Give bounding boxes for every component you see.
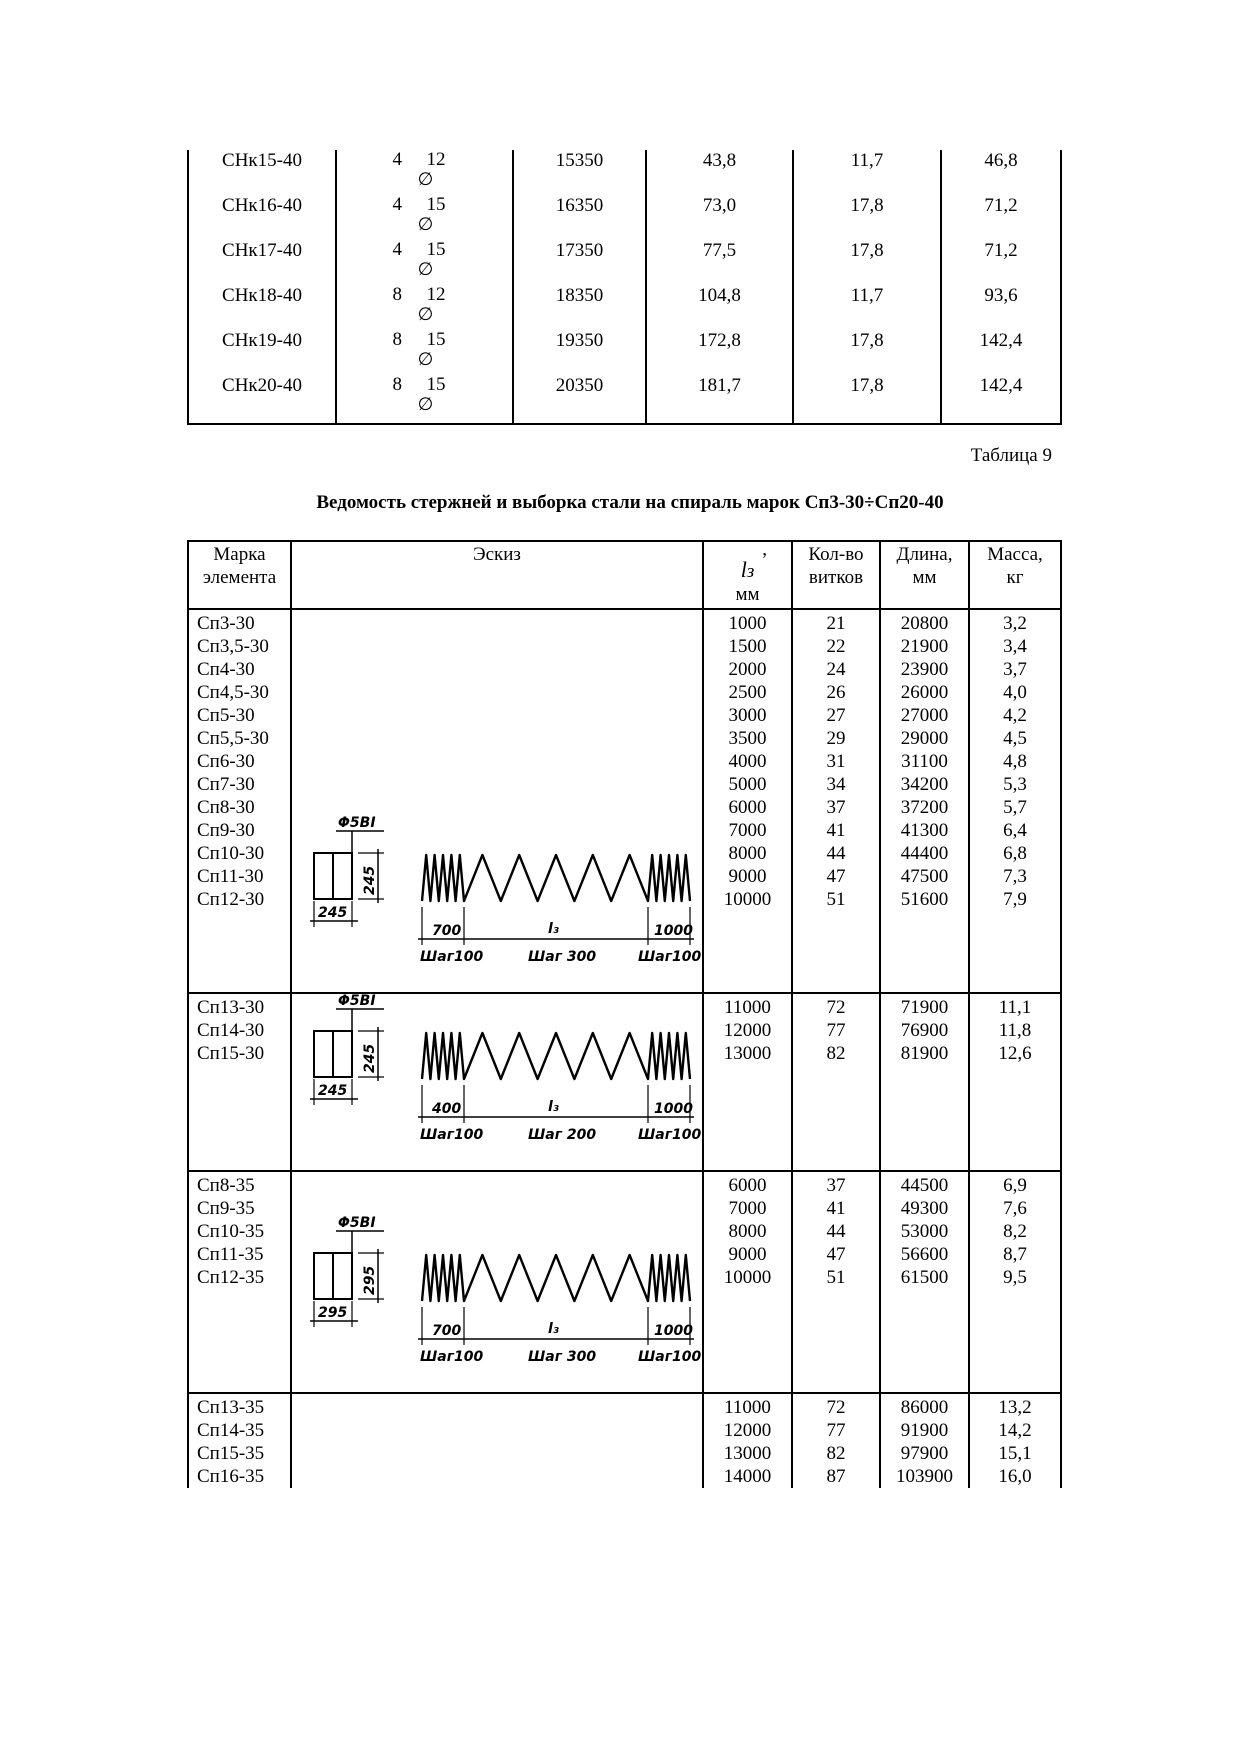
element-mark: Сп8-30 [197,797,255,818]
turns-value: 51 [826,889,846,910]
diameter-count: 4 [392,194,402,215]
diameter-value: 15 [426,329,446,350]
cell-turns [792,1393,880,1488]
mass-value: 12,6 [998,1043,1032,1064]
diameter-count: 8 [392,374,402,395]
turns-value: 37 [826,1175,846,1196]
element-mark: Сп9-30 [197,820,255,841]
element-mark: Сп13-30 [197,997,265,1018]
table-row [188,375,1061,424]
cell-sketch [291,1393,703,1488]
table-row [188,240,1061,285]
diameter-value: 12 [426,149,446,170]
cell-diameter [336,330,513,375]
step-left-label: Шаг100 [420,949,484,965]
cell-c6: 46,8 [941,150,1061,195]
table-group [188,1171,1061,1393]
left-dimension: 400 [432,1101,462,1117]
mass-value: 3,7 [1003,659,1027,680]
table-title: Ведомость стержней и выборка стали на спираль марок Сп3-30÷Сп20-40 [316,492,944,513]
cell-mark: СНк17-40 [188,240,336,285]
cell-c5: 17,8 [793,375,941,424]
mass-value: 3,4 [1003,636,1027,657]
cell-mark: СНк18-40 [188,285,336,330]
turns-value: 44 [826,843,846,864]
cell-marks [188,1393,291,1488]
cell-c3: 20350 [513,375,646,424]
cell-c4: 43,8 [646,150,793,195]
cell-mark: СНк19-40 [188,330,336,375]
turns-value: 72 [826,1397,846,1418]
length-value: 47500 [900,866,949,887]
diameter-value: 15 [426,374,446,395]
element-mark: Сп15-30 [197,1043,265,1064]
element-mark: Сп8-35 [197,1175,255,1196]
diameter-count: 8 [392,329,402,350]
step-right-label: Шаг100 [638,1349,702,1365]
cell-diameter [336,195,513,240]
l3-value: 3500 [728,728,767,749]
length-value: 76900 [900,1020,949,1041]
length-value: 29000 [900,728,949,749]
cell-mark: СНк16-40 [188,195,336,240]
l3-value: 5000 [728,774,767,795]
height-dimension: 245 [362,1043,378,1073]
element-mark: Сп4-30 [197,659,255,680]
turns-value: 51 [826,1267,846,1288]
cell-sketch [291,609,703,993]
table-9 [187,540,1062,1488]
element-mark: Сп12-30 [197,889,265,910]
cell-c4: 104,8 [646,285,793,330]
element-mark: Сп3,5-30 [197,636,269,657]
cell-diameter [336,375,513,424]
cell-c3: 17350 [513,240,646,285]
mass-value: 5,7 [1003,797,1027,818]
cell-mass [969,993,1061,1171]
mass-value: 4,2 [1003,705,1027,726]
cell-diameter [336,240,513,285]
element-mark: Сп10-35 [197,1221,265,1242]
element-mark: Сп10-30 [197,843,265,864]
right-dimension: 1000 [654,923,693,939]
cell-l3 [703,1171,792,1393]
cell-c5: 11,7 [793,285,941,330]
cell-c4: 73,0 [646,195,793,240]
cell-c5: 17,8 [793,330,941,375]
turns-value: 27 [826,705,846,726]
l3-value: 12000 [723,1420,772,1441]
spiral-sketch [292,994,702,1168]
bar-diameter-label: Φ5BI [338,1215,376,1231]
turns-value: 21 [826,613,846,634]
diameter-symbol: ∅ [417,214,434,234]
cell-sketch [291,1171,703,1393]
width-dimension: 245 [318,905,348,921]
spiral-sketch [292,1172,702,1390]
mass-value: 6,9 [1003,1175,1027,1196]
turns-value: 47 [826,1244,846,1265]
l3-value: 3000 [728,705,767,726]
height-dimension: 295 [362,1265,378,1295]
l3-value: 13000 [723,1043,772,1064]
element-mark: Сп16-35 [197,1466,265,1487]
length-value: 44500 [900,1175,949,1196]
cell-c6: 93,6 [941,285,1061,330]
mass-value: 4,5 [1003,728,1027,749]
length-value: 49300 [900,1198,949,1219]
cell-turns [792,1171,880,1393]
l3-value: 2500 [728,682,767,703]
cell-l3 [703,993,792,1171]
diameter-count: 8 [392,284,402,305]
table-group [188,993,1061,1171]
table-row [188,150,1061,195]
l3-value: 10000 [723,889,772,910]
cell-c6: 71,2 [941,195,1061,240]
mass-value: 14,2 [998,1420,1032,1441]
turns-value: 29 [826,728,846,749]
cell-mass [969,1393,1061,1488]
length-value: 37200 [900,797,949,818]
cell-sketch [291,993,703,1171]
length-value: 21900 [900,636,949,657]
length-value: 26000 [900,682,949,703]
element-mark: Сп3-30 [197,613,255,634]
turns-value: 82 [826,1443,846,1464]
turns-value: 87 [826,1466,846,1487]
turns-value: 34 [826,774,846,795]
header-mass: Масса, кг [969,541,1061,609]
length-value: 86000 [900,1397,949,1418]
length-value: 34200 [900,774,949,795]
table-row [188,195,1061,240]
left-dimension: 700 [432,923,462,939]
length-value: 23900 [900,659,949,680]
length-value: 97900 [900,1443,949,1464]
cell-c3: 19350 [513,330,646,375]
mass-value: 3,2 [1003,613,1027,634]
cell-l3 [703,609,792,993]
turns-value: 41 [826,820,846,841]
step-middle-label: Шаг 200 [528,1127,597,1143]
bar-diameter-label: Φ5BI [338,994,376,1009]
mass-value: 6,8 [1003,843,1027,864]
diameter-symbol: ∅ [417,304,434,324]
mass-value: 11,8 [998,1020,1032,1041]
diameter-value: 12 [426,284,446,305]
length-value: 41300 [900,820,949,841]
cell-marks [188,609,291,993]
cell-l3 [703,1393,792,1488]
cell-mass [969,1171,1061,1393]
element-mark: Сп11-30 [197,866,264,887]
l3-value: 11000 [724,1397,771,1418]
l3-value: 8000 [728,843,767,864]
cell-c4: 172,8 [646,330,793,375]
length-value: 81900 [900,1043,949,1064]
header-row [188,541,1061,609]
mass-value: 16,0 [998,1466,1032,1487]
element-mark: Сп5,5-30 [197,728,269,749]
right-dimension: 1000 [654,1323,693,1339]
cell-c4: 181,7 [646,375,793,424]
cell-c5: 17,8 [793,195,941,240]
spiral-length-dimension: l₃ [548,1099,559,1115]
length-value: 31100 [901,751,948,772]
header-l3: , lз мм [703,541,792,609]
length-value: 53000 [900,1221,949,1242]
step-left-label: Шаг100 [420,1349,484,1365]
mass-value: 4,8 [1003,751,1027,772]
left-dimension: 700 [432,1323,462,1339]
l3-value: 12000 [723,1020,772,1041]
header-turns: Кол-во витков [792,541,880,609]
cell-c4: 77,5 [646,240,793,285]
step-right-label: Шаг100 [638,1127,702,1143]
length-value: 20800 [900,613,949,634]
cell-c6: 142,4 [941,330,1061,375]
turns-value: 44 [826,1221,846,1242]
mass-value: 7,9 [1003,889,1027,910]
turns-value: 47 [826,866,846,887]
turns-value: 77 [826,1020,846,1041]
table-group [188,609,1061,993]
table-row [188,330,1061,375]
element-mark: Сп5-30 [197,705,255,726]
l3-value: 7000 [728,1198,767,1219]
mass-value: 13,2 [998,1397,1032,1418]
cell-diameter [336,150,513,195]
l3-value: 6000 [728,1175,767,1196]
l3-value: 13000 [723,1443,772,1464]
l3-value: 9000 [728,866,767,887]
turns-value: 82 [826,1043,846,1064]
l3-value: 11000 [724,997,771,1018]
length-value: 71900 [900,997,949,1018]
cell-mark: СНк15-40 [188,150,336,195]
length-value: 44400 [900,843,949,864]
l3-value: 7000 [728,820,767,841]
height-dimension: 245 [362,865,378,895]
element-mark: Сп13-35 [197,1397,265,1418]
right-dimension: 1000 [654,1101,693,1117]
step-right-label: Шаг100 [638,949,702,965]
turns-value: 41 [826,1198,846,1219]
cell-diameter [336,285,513,330]
length-value: 27000 [900,705,949,726]
header-length: Длина, мм [880,541,969,609]
mass-value: 15,1 [998,1443,1032,1464]
l3-value: 1500 [728,636,767,657]
l3-value: 14000 [723,1466,772,1487]
diameter-symbol: ∅ [417,169,434,189]
l3-value: 1000 [728,613,767,634]
cell-c3: 18350 [513,285,646,330]
mass-value: 6,4 [1003,820,1027,841]
element-mark: Сп6-30 [197,751,255,772]
mass-value: 7,6 [1003,1198,1027,1219]
mass-value: 7,3 [1003,866,1027,887]
header-sketch: Эскиз [291,541,703,609]
l3-value: 9000 [728,1244,767,1265]
turns-value: 31 [826,751,846,772]
turns-value: 37 [826,797,846,818]
table-8-continuation [187,150,1062,425]
bar-diameter-label: Φ5BI [338,815,376,831]
length-value: 103900 [896,1466,953,1487]
mass-value: 9,5 [1003,1267,1027,1288]
cell-turns [792,609,880,993]
l3-value: 8000 [728,1221,767,1242]
width-dimension: 295 [318,1305,348,1321]
element-mark: Сп7-30 [197,774,255,795]
table-caption: Таблица 9 [970,445,1052,466]
header-mark: Марка элемента [188,541,291,609]
cell-length [880,609,969,993]
cell-marks [188,993,291,1171]
cell-marks [188,1171,291,1393]
element-mark: Сп4,5-30 [197,682,269,703]
turns-value: 72 [826,997,846,1018]
table-row [188,285,1061,330]
cell-mark: СНк20-40 [188,375,336,424]
cell-length [880,1393,969,1488]
cell-c3: 16350 [513,195,646,240]
spiral-length-dimension: l₃ [548,1321,559,1337]
length-value: 51600 [900,889,949,910]
mass-value: 8,7 [1003,1244,1027,1265]
spiral-sketch [292,610,702,990]
l3-value: 2000 [728,659,767,680]
element-mark: Сп12-35 [197,1267,265,1288]
diameter-value: 15 [426,239,446,260]
element-mark: Сп14-30 [197,1020,265,1041]
diameter-count: 4 [392,149,402,170]
diameter-symbol: ∅ [417,394,434,414]
mass-value: 4,0 [1003,682,1027,703]
cell-length [880,993,969,1171]
cell-c3: 15350 [513,150,646,195]
l3-value: 10000 [723,1267,772,1288]
mass-value: 5,3 [1003,774,1027,795]
spiral-length-dimension: l₃ [548,921,559,937]
cell-c6: 142,4 [941,375,1061,424]
element-mark: Сп14-35 [197,1420,265,1441]
diameter-count: 4 [392,239,402,260]
cell-c6: 71,2 [941,240,1061,285]
turns-value: 24 [826,659,846,680]
step-middle-label: Шаг 300 [528,1349,597,1365]
element-mark: Сп15-35 [197,1443,265,1464]
cell-mass [969,609,1061,993]
turns-value: 22 [826,636,846,657]
element-mark: Сп9-35 [197,1198,255,1219]
turns-value: 26 [826,682,846,703]
width-dimension: 245 [318,1083,348,1099]
cell-c5: 11,7 [793,150,941,195]
length-value: 91900 [900,1420,949,1441]
table-group [188,1393,1061,1488]
l3-value: 4000 [728,751,767,772]
cell-turns [792,993,880,1171]
l3-value: 6000 [728,797,767,818]
mass-value: 11,1 [998,997,1032,1018]
step-middle-label: Шаг 300 [528,949,597,965]
length-value: 61500 [900,1267,949,1288]
step-left-label: Шаг100 [420,1127,484,1143]
length-value: 56600 [900,1244,949,1265]
diameter-symbol: ∅ [417,349,434,369]
cell-c5: 17,8 [793,240,941,285]
mass-value: 8,2 [1003,1221,1027,1242]
element-mark: Сп11-35 [197,1244,264,1265]
cell-length [880,1171,969,1393]
turns-value: 77 [826,1420,846,1441]
diameter-value: 15 [426,194,446,215]
diameter-symbol: ∅ [417,259,434,279]
